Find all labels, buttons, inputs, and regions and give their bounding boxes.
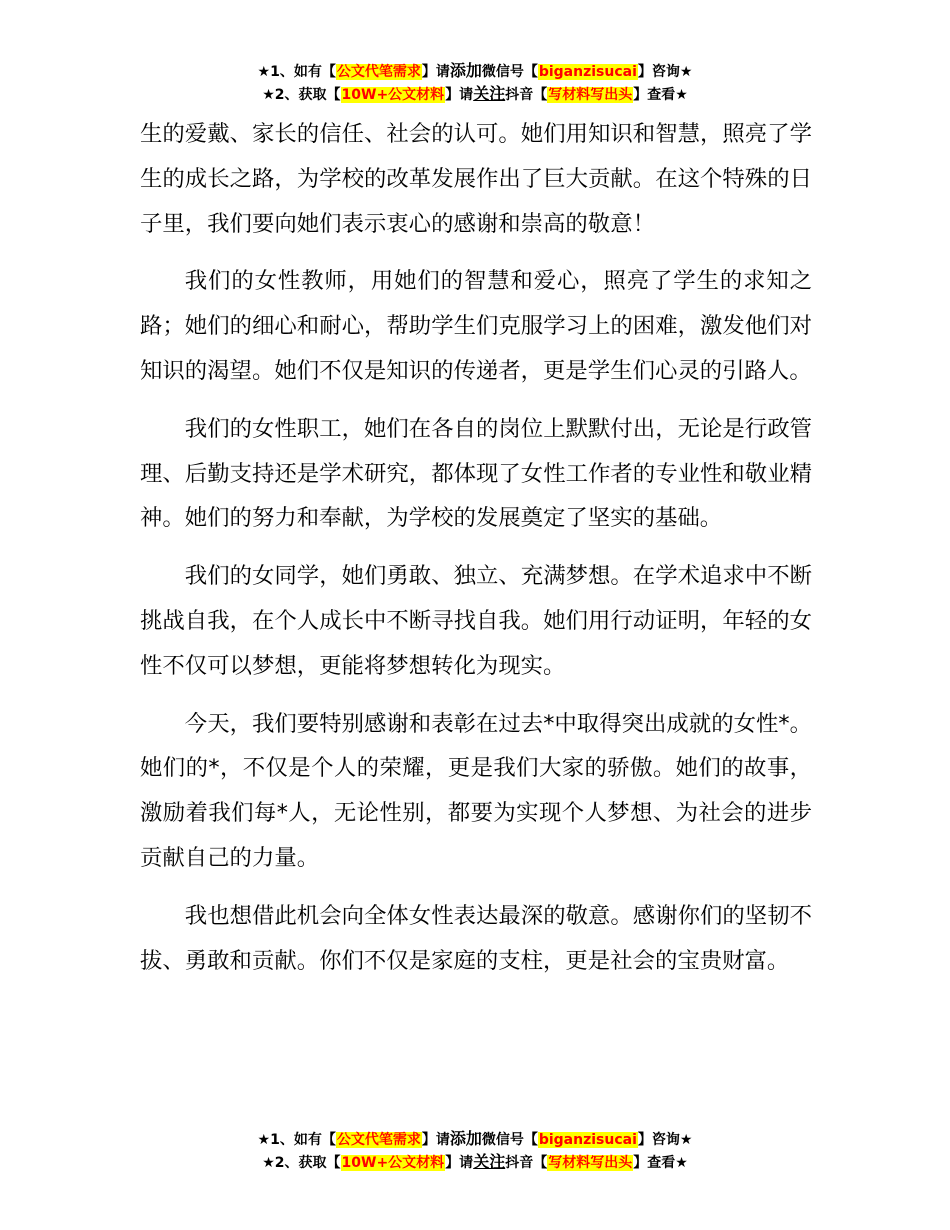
body-paragraph: 生的爱戴、家长的信任、社会的认可。她们用知识和智慧，照亮了学生的成长之路，为学校的改革发展作出了巨大贡献。在这个特殊的日子里，我们要向她们表示衷心的感谢和崇高的敬意！ (140, 121, 812, 237)
banner-text: 】查看★ (633, 87, 688, 103)
banner-text: 微信号【 (481, 64, 538, 80)
banner-text: 微信号【 (481, 1132, 538, 1148)
body-paragraph: 我们的女性教师，用她们的智慧和爱心，照亮了学生的求知之路；她们的细心和耐心，帮助学生们克服学习上的困难，激发他们对知识的渴望。她们不仅是知识的传递者，更是学生们心灵的引路人。 (140, 268, 812, 384)
document-body (140, 112, 812, 996)
banner-text: 】查看★ (633, 1155, 688, 1171)
body-paragraph: 我们的女性职工，她们在各自的岗位上默默付出，无论是行政管理、后勤支持还是学术研究，都体现了女性工作者的专业性和敬业精神。她们的努力和奉献，为学校的发展奠定了坚实的基础。 (140, 415, 812, 532)
banner-emphasis: 添加 (449, 1129, 482, 1148)
banner-line-1 (0, 60, 950, 83)
banner-text: ★2、获取【 (262, 1155, 341, 1171)
banner-highlight: 写材料写出头 (548, 1155, 633, 1171)
banner-highlight: 10W+公文材料 (341, 1155, 445, 1171)
banner-line-1 (0, 1128, 950, 1151)
banner-highlight: biganzisucai (538, 1132, 637, 1148)
banner-highlight: biganzisucai (538, 64, 637, 80)
footer-banner (0, 1128, 950, 1174)
banner-line-2 (0, 83, 950, 106)
banner-text: 抖音【 (505, 87, 548, 103)
banner-highlight: 写材料写出头 (548, 87, 633, 103)
banner-text: 】咨询★ (637, 64, 693, 80)
banner-text: ★1、如有【 (257, 64, 336, 80)
body-paragraph: 我们的女同学，她们勇敢、独立、充满梦想。在学术追求中不断挑战自我，在个人成长中不断寻找自我。她们用行动证明，年轻的女性不仅可以梦想，更能将梦想转化为现实。 (140, 563, 812, 679)
body-paragraph: 今天，我们要特别感谢和表彰在过去*中取得突出成就的女性*。她们的*，不仅是个人的荣耀，更是我们大家的骄傲。她们的故事，激励着我们每*人，无论性别，都要为实现个人梦想、为社会的进步贡献自己的力量。 (140, 710, 812, 871)
banner-emphasis: 关注 (473, 1152, 506, 1171)
banner-text: 】请 (421, 1132, 450, 1148)
banner-highlight: 公文代笔需求 (336, 1132, 421, 1148)
banner-text: ★2、获取【 (262, 87, 341, 103)
banner-line-2 (0, 1151, 950, 1174)
body-paragraph: 我也想借此机会向全体女性表达最深的敬意。感谢你们的坚韧不拔、勇敢和贡献。你们不仅是家庭的支柱，更是社会的宝贵财富。 (140, 902, 812, 974)
banner-text: 】请 (421, 64, 450, 80)
banner-emphasis: 关注 (473, 84, 506, 103)
banner-highlight: 公文代笔需求 (336, 64, 421, 80)
banner-highlight: 10W+公文材料 (341, 87, 445, 103)
banner-text: 】请 (445, 1155, 474, 1171)
banner-text: ★1、如有【 (257, 1132, 336, 1148)
banner-emphasis: 添加 (449, 61, 482, 80)
banner-text: 抖音【 (505, 1155, 548, 1171)
banner-text: 】咨询★ (637, 1132, 693, 1148)
banner-text: 】请 (445, 87, 474, 103)
header-banner (0, 60, 950, 106)
